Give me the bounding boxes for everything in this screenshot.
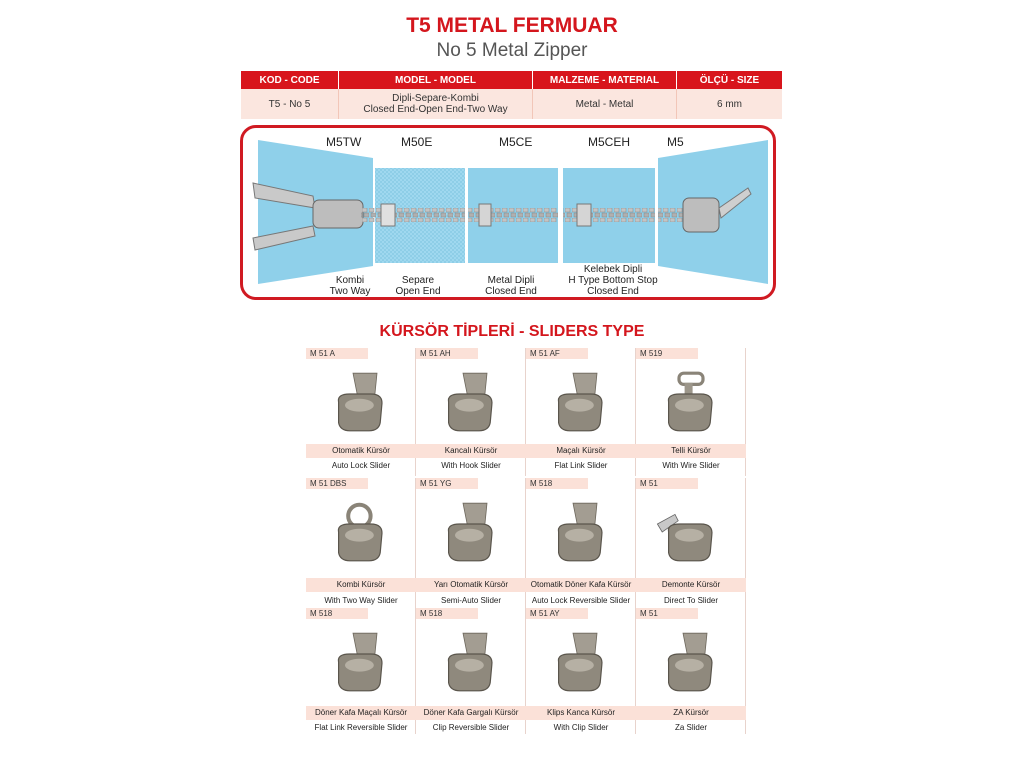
slider-name-tr: Klips Kanca Kürsör — [526, 706, 636, 720]
code-m5: M5 — [667, 135, 684, 149]
slider-card — [636, 478, 746, 608]
caption-h-type-tr: Kelebek Dipli — [583, 264, 643, 275]
cell-material: Metal - Metal — [533, 89, 677, 119]
slider-image — [321, 362, 401, 442]
zipper-illustration — [243, 128, 773, 297]
slider-code: M 51 AF — [526, 348, 588, 359]
caption-open-end-tr: Separe — [401, 275, 435, 286]
slider-image — [431, 622, 511, 702]
slider-name-en: With Hook Slider — [441, 461, 501, 470]
cell-model-line1: Dipli-Separe-Kombi — [392, 93, 479, 104]
cell-code: T5 - No 5 — [241, 89, 339, 119]
slider-code: M 51 — [636, 608, 698, 619]
slider-name-en: With Wire Slider — [662, 461, 720, 470]
slider-image — [651, 492, 731, 572]
zipper-h-type — [563, 168, 655, 263]
slider-card — [526, 478, 636, 608]
slider-name-en: Auto Lock Reversible Slider — [531, 596, 631, 605]
slider-code: M 51 AH — [416, 348, 478, 359]
slider-image — [431, 362, 511, 442]
slider-code: M 51 YG — [416, 478, 478, 489]
slider-card — [306, 478, 416, 608]
slider-name-en: Flat Link Slider — [554, 461, 608, 470]
zipper-two-way — [253, 140, 375, 284]
slider-name-en: Direct To Slider — [663, 596, 719, 605]
slider-name-tr: Kombi Kürsör — [306, 578, 416, 592]
slider-name-tr: Telli Kürsör — [636, 444, 746, 458]
slider-image — [321, 622, 401, 702]
zipper-open-end — [375, 168, 465, 263]
header-material: MALZEME - MATERIAL — [533, 71, 677, 89]
code-m5tw: M5TW — [326, 135, 362, 149]
slider-name-en: Semi-Auto Slider — [440, 596, 502, 605]
slider-card — [526, 608, 636, 734]
slider-name-en: With Two Way Slider — [324, 596, 398, 605]
slider-image — [651, 622, 731, 702]
slider-name-tr: Otomatik Kürsör — [306, 444, 416, 458]
page-subtitle: No 5 Metal Zipper — [436, 40, 588, 61]
caption-two-way-en: Two Way — [329, 286, 371, 297]
slider-image — [541, 362, 621, 442]
caption-two-way-tr: Kombi — [335, 275, 365, 286]
cell-model — [339, 89, 533, 119]
caption-open-end-en: Open End — [395, 286, 441, 297]
spec-table-header — [241, 71, 782, 89]
header-code: KOD - CODE — [241, 71, 339, 89]
slider-name-en: With Clip Slider — [553, 723, 609, 732]
slider-name-en: Za Slider — [674, 723, 707, 732]
slider-image — [651, 362, 731, 442]
slider-name-en: Auto Lock Slider — [331, 461, 391, 470]
header-model: MODEL - MODEL — [339, 71, 533, 89]
caption-open-end — [383, 275, 453, 297]
caption-closed-end-tr: Metal Dipli — [487, 275, 535, 286]
slider-image — [431, 492, 511, 572]
slider-code: M 518 — [306, 608, 368, 619]
slider-code: M 518 — [526, 478, 588, 489]
cell-size: 6 mm — [717, 98, 742, 110]
slider-name-en: Flat Link Reversible Slider — [314, 723, 408, 732]
caption-h-type-en: H Type Bottom Stop — [568, 275, 658, 286]
slider-name-en: Clip Reversible Slider — [432, 723, 510, 732]
slider-code: M 51 AY — [526, 608, 588, 619]
caption-h-type — [558, 264, 668, 297]
caption-two-way — [313, 275, 387, 297]
slider-card — [416, 478, 526, 608]
slider-card — [306, 348, 416, 476]
slider-name-tr: Kancalı Kürsör — [416, 444, 526, 458]
slider-image — [541, 492, 621, 572]
slider-card — [416, 608, 526, 734]
slider-image — [321, 492, 401, 572]
slider-card — [306, 608, 416, 734]
slider-image — [541, 622, 621, 702]
sliders-title: KÜRSÖR TİPLERİ - SLIDERS TYPE — [379, 323, 645, 340]
page-title: T5 METAL FERMUAR — [406, 14, 618, 37]
slider-card — [636, 608, 746, 734]
caption-closed-end — [473, 275, 549, 297]
cell-model-line2: Closed End-Open End-Two Way — [363, 104, 508, 115]
spec-table-row — [241, 89, 782, 119]
caption-h-type-en2: Closed End — [587, 286, 639, 297]
slider-name-tr: Demonte Kürsör — [636, 578, 746, 592]
slider-name-tr: ZA Kürsör — [636, 706, 746, 720]
slider-card — [526, 348, 636, 476]
slider-card — [416, 348, 526, 476]
code-m5ce: M5CE — [499, 135, 533, 149]
slider-name-tr: Döner Kafa Maçalı Kürsör — [306, 706, 416, 720]
zipper-closed-end — [468, 168, 558, 263]
slider-name-tr: Otomatik Döner Kafa Kürsör — [526, 578, 636, 592]
code-m5ceh: M5CEH — [588, 135, 631, 149]
slider-code: M 51 — [636, 478, 698, 489]
spec-table — [241, 71, 782, 119]
slider-name-tr: Döner Kafa Gargalı Kürsör — [416, 706, 526, 720]
zipper-m5 — [658, 140, 768, 284]
slider-card — [636, 348, 746, 476]
slider-name-tr: Maçalı Kürsör — [526, 444, 636, 458]
slider-code: M 51 A — [306, 348, 368, 359]
code-m50e: M50E — [401, 135, 433, 149]
caption-closed-end-en: Closed End — [485, 286, 537, 297]
slider-name-tr: Yarı Otomatik Kürsör — [416, 578, 526, 592]
header-size: ÖLÇÜ - SIZE — [699, 74, 760, 86]
slider-code: M 518 — [416, 608, 478, 619]
slider-code: M 51 DBS — [306, 478, 368, 489]
slider-code: M 519 — [636, 348, 698, 359]
zipper-panel — [240, 125, 776, 300]
